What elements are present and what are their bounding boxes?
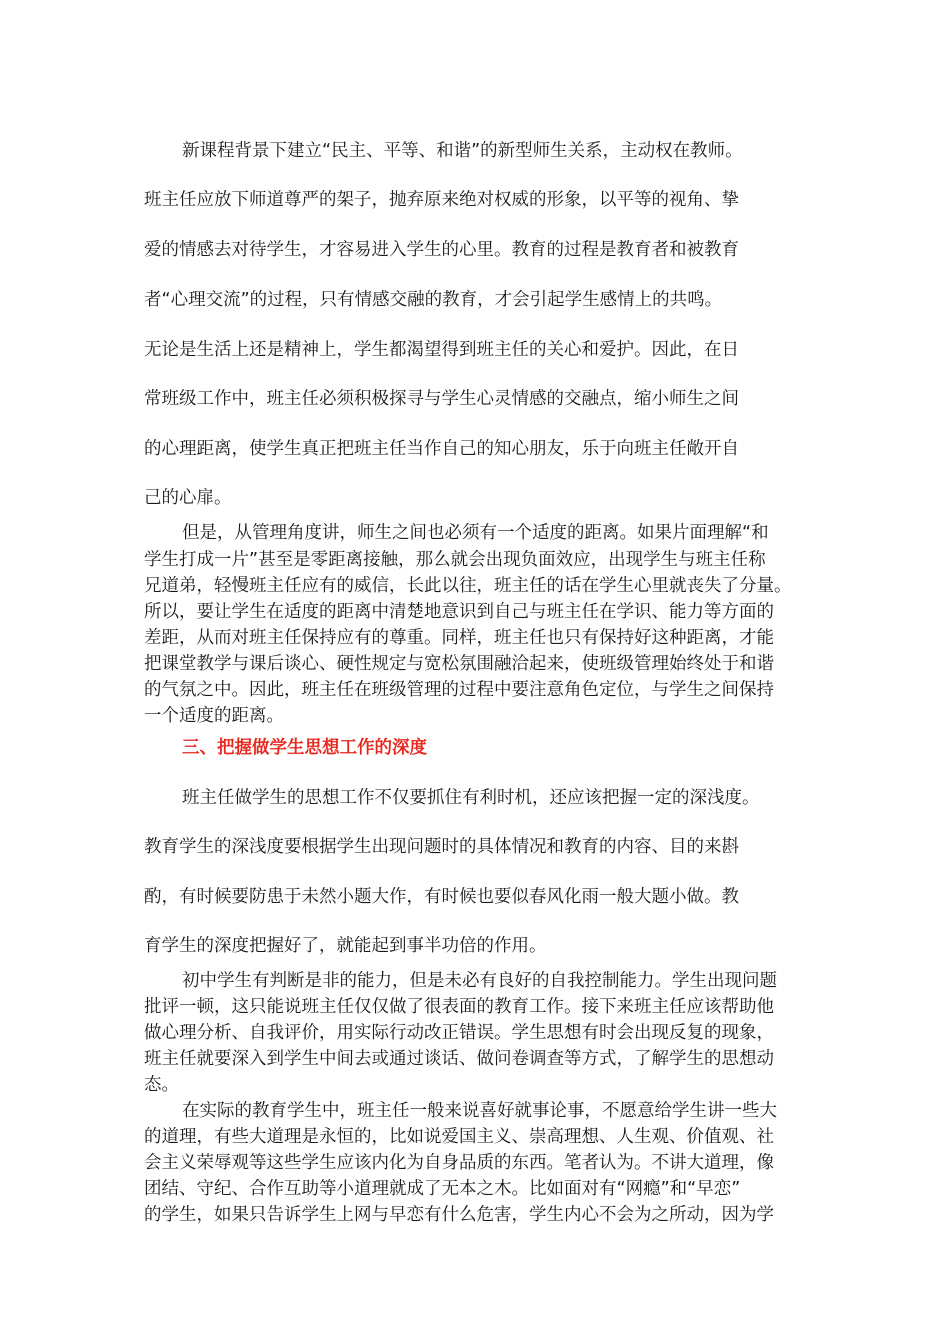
- paragraph-line: 己的心扉。: [144, 488, 232, 508]
- paragraph-line: 的气氛之中。因此，班主任在班级管理的过程中要注意角色定位，与学生之间保持: [144, 680, 774, 700]
- paragraph-line: 新课程背景下建立“民主、平等、和谐”的新型师生关系，主动权在教师。: [182, 141, 743, 161]
- paragraph-line: 做心理分析、自我评价，用实际行动改正错误。学生思想有时会出现反复的现象，: [144, 1023, 774, 1043]
- paragraph-line: 教育学生的深浅度要根据学生出现问题时的具体情况和教育的内容、目的来斟: [144, 837, 739, 857]
- section-heading: 三、把握做学生思想工作的深度: [182, 738, 427, 758]
- paragraph-line: 团结、守纪、合作互助等小道理就成了无本之木。比如面对有“网瘾”和“早恋”: [144, 1179, 741, 1199]
- paragraph-line: 爱的情感去对待学生，才容易进入学生的心里。教育的过程是教育者和被教育: [144, 240, 739, 260]
- paragraph-line: 但是，从管理角度讲，师生之间也必须有一个适度的距离。如果片面理解“和: [182, 523, 769, 543]
- paragraph-line: 所以，要让学生在适度的距离中清楚地意识到自己与班主任在学识、能力等方面的: [144, 602, 774, 622]
- paragraph-line: 的学生，如果只告诉学生上网与早恋有什么危害，学生内心不会为之所动，因为学: [144, 1205, 774, 1225]
- paragraph-line: 的心理距离，使学生真正把班主任当作自己的知心朋友，乐于向班主任敞开自: [144, 439, 739, 459]
- paragraph-line: 会主义荣辱观等这些学生应该内化为自身品质的东西。笔者认为。不讲大道理，像: [144, 1153, 774, 1173]
- paragraph-line: 学生打成一片”甚至是零距离接触，那么就会出现负面效应，出现学生与班主任称: [144, 550, 766, 570]
- paragraph-line: 者“心理交流”的过程，只有情感交融的教育，才会引起学生感情上的共鸣。: [144, 290, 723, 310]
- paragraph-line: 兄道弟，轻慢班主任应有的威信，长此以往，班主任的话在学生心里就丧失了分量。: [144, 576, 792, 596]
- paragraph-line: 在实际的教育学生中，班主任一般来说喜好就事论事，不愿意给学生讲一些大: [182, 1101, 777, 1121]
- paragraph-line: 常班级工作中，班主任必须积极探寻与学生心灵情感的交融点，缩小师生之间: [144, 389, 739, 409]
- paragraph-line: 酌，有时候要防患于未然小题大作，有时候也要似春风化雨一般大题小做。教: [144, 887, 739, 907]
- paragraph-line: 育学生的深度把握好了，就能起到事半功倍的作用。: [144, 936, 547, 956]
- paragraph-line: 初中学生有判断是非的能力，但是未必有良好的自我控制能力。学生出现问题: [182, 971, 777, 991]
- paragraph-line: 班主任做学生的思想工作不仅要抓住有利时机，还应该把握一定的深浅度。: [182, 788, 760, 808]
- paragraph-line: 差距，从而对班主任保持应有的尊重。同样，班主任也只有保持好这种距离，才能: [144, 628, 774, 648]
- paragraph-line: 班主任就要深入到学生中间去或通过谈话、做问卷调查等方式，了解学生的思想动: [144, 1049, 774, 1069]
- paragraph-line: 态。: [144, 1075, 179, 1095]
- paragraph-line: 无论是生活上还是精神上，学生都渴望得到班主任的关心和爱护。因此，在日: [144, 340, 739, 360]
- paragraph-line: 的道理，有些大道理是永恒的，比如说爱国主义、崇高理想、人生观、价值观、社: [144, 1127, 774, 1147]
- paragraph-line: 一个适度的距离。: [144, 706, 284, 726]
- paragraph-line: 把课堂教学与课后谈心、硬性规定与宽松氛围融洽起来，使班级管理始终处于和谐: [144, 654, 774, 674]
- paragraph-line: 批评一顿，这只能说班主任仅仅做了很表面的教育工作。接下来班主任应该帮助他: [144, 997, 774, 1017]
- paragraph-line: 班主任应放下师道尊严的架子，抛弃原来绝对权威的形象，以平等的视角、挚: [144, 190, 739, 210]
